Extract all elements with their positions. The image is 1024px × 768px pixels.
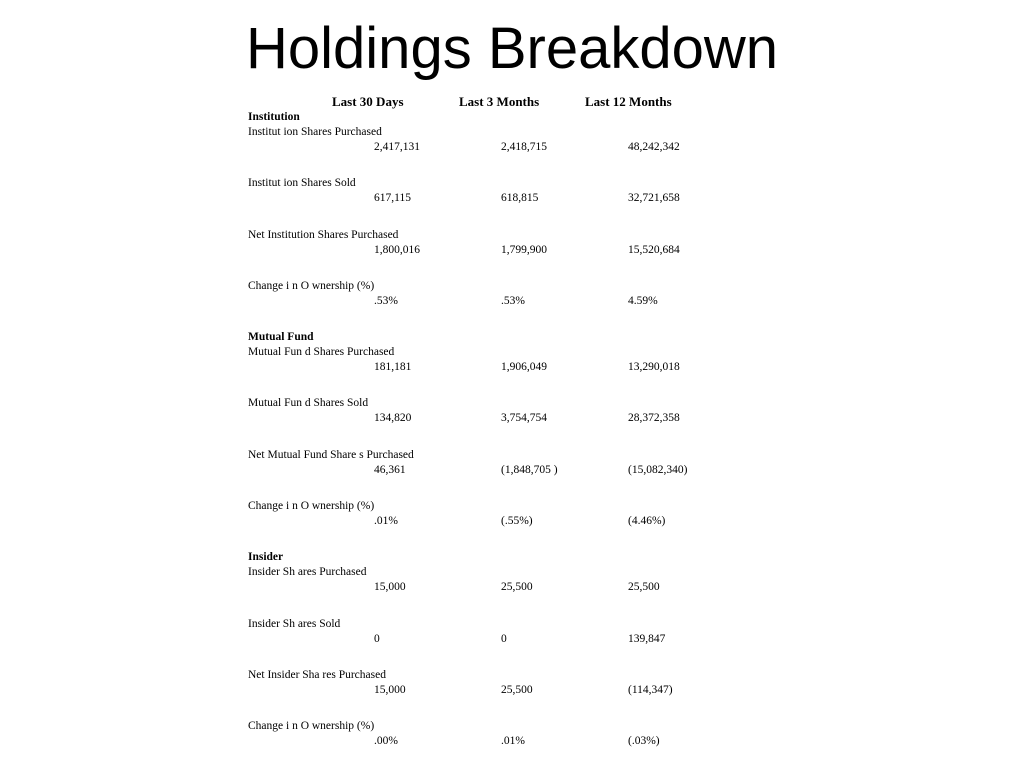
table-row xyxy=(248,683,768,698)
column-header-last-12-months: Last 12 Months xyxy=(585,94,672,109)
row-label: Net Insider Sha res Purchased xyxy=(248,668,386,681)
table-row xyxy=(248,191,768,206)
row-label: Mutual Fun d Shares Sold xyxy=(248,397,369,410)
value-last-12-months: (15,082,340) xyxy=(628,463,688,476)
section-title: Insider xyxy=(248,551,284,564)
column-header-last-30-days: Last 30 Days xyxy=(332,94,404,109)
section-title: Institution xyxy=(248,111,300,123)
value-last-12-months: 4.59% xyxy=(628,294,658,307)
value-last-12-months: 32,721,658 xyxy=(628,192,680,205)
table-row xyxy=(248,580,768,595)
value-last-3-months: 3,754,754 xyxy=(501,412,547,425)
value-last-3-months: 0 xyxy=(501,632,507,645)
value-last-12-months: (114,347) xyxy=(628,683,673,696)
table-row xyxy=(248,514,768,529)
row-label: Institut ion Shares Purchased xyxy=(248,126,382,138)
row-label: Institut ion Shares Sold xyxy=(248,177,356,190)
section-title: Mutual Fund xyxy=(248,331,314,344)
value-last-12-months: 48,242,342 xyxy=(628,141,680,153)
row-label: Change i n O wnership (%) xyxy=(248,720,375,733)
value-last-30-days: 2,417,131 xyxy=(374,141,420,153)
value-last-3-months: (.55%) xyxy=(501,515,533,528)
value-last-3-months: 2,418,715 xyxy=(501,141,547,153)
section-mutual-fund xyxy=(248,330,768,550)
row-label: Net Institution Shares Purchased xyxy=(248,228,399,241)
value-last-30-days: 15,000 xyxy=(374,581,406,594)
value-last-3-months: .01% xyxy=(501,735,525,748)
value-last-3-months: 618,815 xyxy=(501,192,539,205)
value-last-12-months: (.03%) xyxy=(628,735,660,748)
value-last-3-months: 1,799,900 xyxy=(501,243,547,256)
table-row xyxy=(248,294,768,309)
value-last-30-days: 617,115 xyxy=(374,192,411,205)
page-title: Holdings Breakdown xyxy=(246,16,778,81)
value-last-30-days: 134,820 xyxy=(374,412,412,425)
value-last-12-months: 139,847 xyxy=(628,632,666,645)
value-last-30-days: 0 xyxy=(374,632,380,645)
value-last-30-days: .53% xyxy=(374,294,398,307)
row-label: Change i n O wnership (%) xyxy=(248,279,375,292)
value-last-3-months: 25,500 xyxy=(501,683,533,696)
section-institution xyxy=(248,110,768,330)
section-insider xyxy=(248,550,768,749)
column-header-last-3-months: Last 3 Months xyxy=(459,94,540,109)
table-row xyxy=(248,632,768,647)
row-label: Mutual Fun d Shares Purchased xyxy=(248,346,395,359)
value-last-30-days: 1,800,016 xyxy=(374,243,420,256)
value-last-12-months: 28,372,358 xyxy=(628,412,680,425)
value-last-3-months: 25,500 xyxy=(501,581,533,594)
table-row xyxy=(248,243,768,258)
value-last-3-months: .53% xyxy=(501,294,525,307)
table-row xyxy=(248,411,768,426)
value-last-12-months: 15,520,684 xyxy=(628,243,680,256)
holdings-table xyxy=(248,110,768,749)
row-label: Net Mutual Fund Share s Purchased xyxy=(248,448,414,461)
table-row xyxy=(248,140,768,155)
value-last-12-months: (4.46%) xyxy=(628,515,666,528)
value-last-12-months: 13,290,018 xyxy=(628,361,680,374)
value-last-30-days: .00% xyxy=(374,735,398,748)
value-last-3-months: (1,848,705 ) xyxy=(501,463,558,476)
row-label: Change i n O wnership (%) xyxy=(248,500,375,513)
value-last-30-days: 46,361 xyxy=(374,463,406,476)
value-last-3-months: 1,906,049 xyxy=(501,361,547,374)
table-row xyxy=(248,734,768,749)
row-label: Insider Sh ares Purchased xyxy=(248,566,367,579)
table-row xyxy=(248,360,768,375)
value-last-30-days: .01% xyxy=(374,515,398,528)
value-last-30-days: 15,000 xyxy=(374,683,406,696)
value-last-30-days: 181,181 xyxy=(374,361,412,374)
value-last-12-months: 25,500 xyxy=(628,581,660,594)
row-label: Insider Sh ares Sold xyxy=(248,617,341,630)
table-row xyxy=(248,463,768,478)
